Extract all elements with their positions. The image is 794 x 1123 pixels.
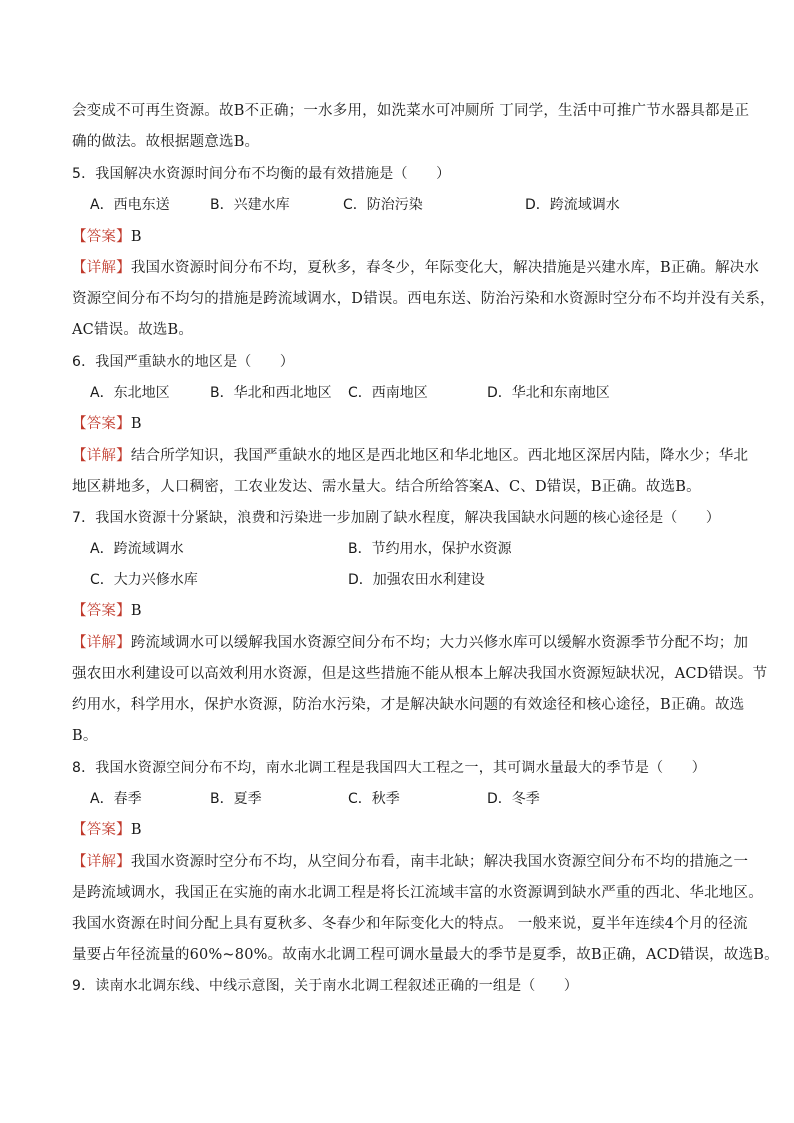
q7-option-b: B．节约用水，保护水资源 [348, 541, 512, 557]
answer-tag: 【答案】 [72, 603, 131, 619]
q7-option-c: C．大力兴修水库 [90, 572, 198, 588]
q7-option-d: D．加强农田水利建设 [348, 572, 485, 588]
q6-detail-1 [72, 446, 749, 466]
q5-answer [72, 227, 732, 247]
answer-value: B [130, 416, 142, 432]
q8-option-d: D．冬季 [487, 791, 540, 807]
answer-value: B [130, 822, 142, 838]
q6-option-a: A．东北地区 [90, 385, 170, 401]
q8-answer [72, 820, 732, 840]
q8-detail-1 [72, 852, 749, 872]
q6-stem: 6．我国严重缺水的地区是（ ） [72, 354, 295, 370]
q6-answer [72, 414, 732, 434]
intro-line-2: 确的做法。故根据题意选B。 [72, 134, 260, 150]
q5-stem: 5．我国解决水资源时间分布不均衡的最有效措施是（ ） [72, 166, 451, 182]
q7-answer [72, 601, 732, 621]
q7-detail-4: B。 [72, 728, 98, 744]
detail-text: 我国水资源时空分布不均，从空间分布看，南丰北缺；解决我国水资源空间分布不均的措施之一 [130, 854, 749, 870]
q8-stem: 8．我国水资源空间分布不均，南水北调工程是我国四大工程之一，其可调水量最大的季节是（ ） [72, 760, 706, 776]
answer-tag: 【答案】 [72, 822, 131, 838]
q7-stem: 7．我国水资源十分紧缺，浪费和污染进一步加剧了缺水程度，解决我国缺水问题的核心途径是（ ） [72, 510, 721, 526]
answer-tag: 【答案】 [72, 416, 131, 432]
q6-option-b: B．华北和西北地区 [210, 385, 332, 401]
q8-detail-4: 量要占年径流量的60%~80%。故南水北调工程可调水量最大的季节是夏季，故B正确，ACD错误，故选B。 [72, 947, 779, 963]
q8-option-c: C．秋季 [348, 791, 400, 807]
detail-text: 我国水资源时间分布不均，夏秋多，春冬少，年际变化大，解决措施是兴建水库，B正确。解决水 [130, 260, 760, 276]
detail-tag: 【详解】 [72, 635, 131, 651]
detail-text: 结合所学知识，我国严重缺水的地区是西北地区和华北地区。西北地区深居内陆，降水少；华北 [130, 448, 749, 464]
q8-option-b: B．夏季 [210, 791, 262, 807]
q5-detail-1 [72, 258, 760, 278]
q8-detail-3: 我国水资源在时间分配上具有夏秋多、冬春少和年际变化大的特点。 一般来说，夏半年连续4个月的径流 [72, 916, 748, 932]
answer-value: B [130, 229, 142, 245]
intro-line-1: 会变成不可再生资源。故B不正确；一水多用，如洗菜水可冲厕所 丁同学，生活中可推广节水器具都是正 [72, 103, 750, 119]
q5-option-b: B．兴建水库 [210, 197, 290, 213]
answer-tag: 【答案】 [72, 229, 131, 245]
q5-detail-3: AC错误。故选B。 [72, 322, 194, 338]
q5-option-d: D．跨流域调水 [525, 197, 620, 213]
q7-detail-3: 约用水，科学用水，保护水资源，防治水污染，才是解决缺水问题的有效途径和核心途径，B正确。故选 [72, 697, 745, 713]
detail-tag: 【详解】 [72, 260, 131, 276]
q5-option-c: C．防治污染 [343, 197, 423, 213]
q6-detail-2: 地区耕地多，人口稠密，工农业发达、需水量大。结合所给答案A、C、D错误，B正确。故选B。 [72, 479, 701, 495]
q8-option-a: A．春季 [90, 791, 142, 807]
detail-tag: 【详解】 [72, 448, 131, 464]
detail-tag: 【详解】 [72, 854, 131, 870]
q9-stem: 9．读南水北调东线、中线示意图，关于南水北调工程叙述正确的一组是（ ） [72, 978, 579, 994]
q7-option-a: A．跨流域调水 [90, 541, 184, 557]
q6-option-d: D．华北和东南地区 [487, 385, 610, 401]
q7-detail-1 [72, 633, 749, 653]
q5-detail-2: 资源空间分布不均匀的措施是跨流域调水，D错误。西电东送、防治污染和水资源时空分布不均并没有关系， [72, 291, 775, 307]
q5-option-a: A．西电东送 [90, 197, 170, 213]
q8-detail-2: 是跨流域调水，我国正在实施的南水北调工程是将长江流域丰富的水资源调到缺水严重的西北、华北地区。 [72, 885, 763, 901]
detail-text: 跨流域调水可以缓解我国水资源空间分布不均；大力兴修水库可以缓解水资源季节分配不均；加 [130, 635, 749, 651]
answer-value: B [130, 603, 142, 619]
q7-detail-2: 强农田水利建设可以高效利用水资源，但是这些措施不能从根本上解决我国水资源短缺状况，ACD错误。节 [72, 666, 768, 682]
q6-option-c: C．西南地区 [348, 385, 428, 401]
